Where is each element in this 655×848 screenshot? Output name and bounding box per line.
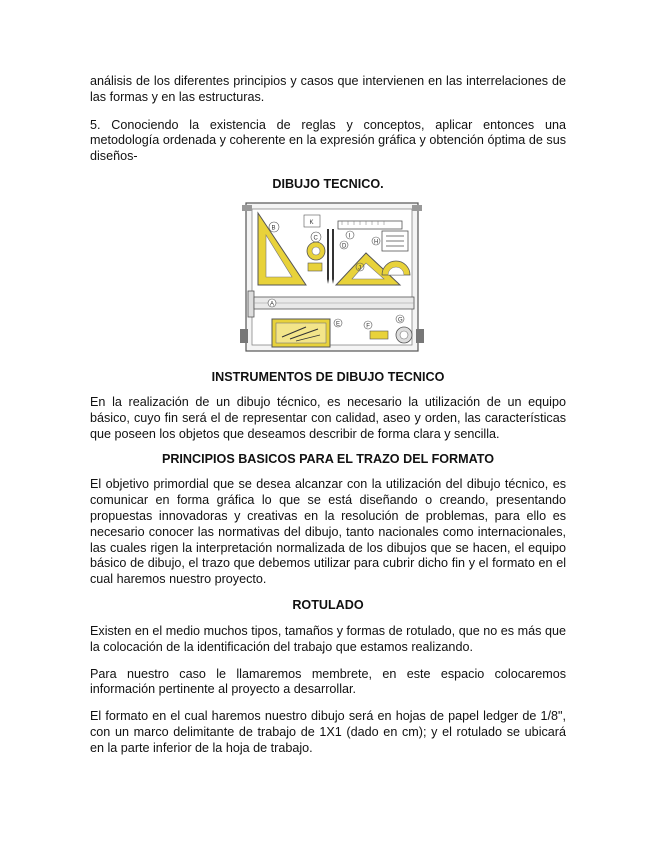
paragraph-4: El objetivo primordial que se desea alcanzar con la utilización del dibujo técnico, es comunicar en forma gráfica lo que se está diseñando o creando, presentando propuestas innovadoras y creativas en la resolución de problemas, para ello es necesario conocer las normativas del dibujo, tanto nacionales como internacionales, las cuales rigen la interpretación normalizada de los dibujos que se hacen, el equipo básico de dibujo, el trazo que debemos utilizar para cubrir dicho fin y el formato en el cual haremos nuestro proyecto.: [90, 477, 566, 587]
paragraph-7: El formato en el cual haremos nuestro dibujo será en hojas de papel ledger de 1/8", con un marco delimitante de trabajo de 1X1 (dado en cm); y el rotulado se ubicará en la parte inferior de la hoja de trabajo.: [90, 709, 566, 755]
paragraph-6: Para nuestro caso le llamaremos membrete, en este espacio colocaremos información pertinente al proyecto a desarrollar.: [90, 666, 566, 697]
figure-label-i: I: [348, 233, 351, 240]
figure-label-k: K: [309, 219, 314, 226]
figure-label-a: A: [270, 301, 275, 308]
figure-label-e: E: [336, 321, 341, 328]
figure-label-h: H: [374, 239, 379, 246]
drawing-instruments-figure: [90, 201, 566, 357]
drawing-board-illustration: [232, 201, 424, 357]
figure-label-b: B: [271, 225, 276, 232]
scale-ruler: [338, 221, 402, 229]
paragraph-1: análisis de los diferentes principios y casos que intervienen en las interrelaciones de las formas y en las estructuras.: [90, 74, 566, 104]
heading-rotulado: ROTULADO: [292, 597, 364, 612]
heading-dibujo-tecnico: DIBUJO TECNICO.: [272, 176, 384, 191]
paragraph-5: Existen en el medio muchos tipos, tamaños y formas de rotulado, que no es más que la colocación de la identificación del trabajo que estamos realizando.: [90, 623, 566, 654]
document-page: [90, 72, 566, 757]
figure-label-d: D: [342, 243, 347, 250]
figure-label-c: C: [313, 235, 318, 242]
paragraph-2: 5. Conociendo la existencia de reglas y conceptos, aplicar entonces una metodología ordenada y coherente en la expresión gráfica y obtención óptima de sus diseños-: [90, 117, 566, 164]
figure-label-f: F: [366, 323, 370, 330]
paragraph-3: En la realización de un dibujo técnico, es necesario la utilización de un equipo básico, cuyo fin será el de representar con calidad, aseo y orden, las características que poseen los objetos que deseamos describir de forma clara y sencilla.: [90, 394, 566, 441]
t-square-head: [248, 291, 254, 317]
eraser: [370, 331, 388, 339]
heading-principios: PRINCIPIOS BASICOS PARA EL TRAZO DEL FORMATO: [161, 452, 495, 467]
figure-label-g: G: [398, 317, 403, 324]
heading-instrumentos: INSTRUMENTOS DE DIBUJO TECNICO: [211, 369, 445, 384]
figure-label-j: J: [358, 265, 361, 272]
